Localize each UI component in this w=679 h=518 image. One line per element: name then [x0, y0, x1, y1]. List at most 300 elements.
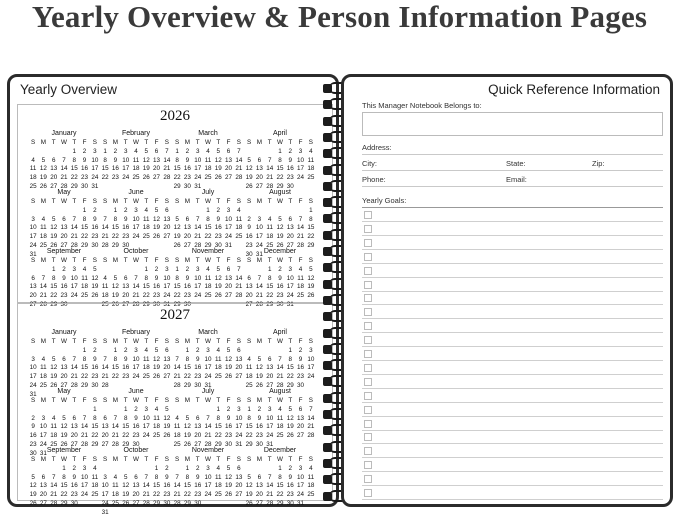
day-header: F [82, 257, 87, 264]
day-number: 22 [307, 233, 315, 241]
goal-checkbox[interactable] [364, 294, 372, 302]
day-number: 4 [93, 464, 97, 472]
day-number: 25 [142, 233, 150, 241]
day-number: 1 [113, 346, 118, 354]
day-number: 29 [266, 300, 274, 308]
day-number: 3 [298, 464, 303, 472]
day-number: 13 [122, 283, 130, 291]
empty-day [141, 465, 151, 474]
day-number: 4 [113, 473, 118, 481]
day-grid [172, 456, 244, 509]
day-number: 22 [111, 233, 119, 241]
day-number: 10 [225, 215, 233, 223]
day-number: 28 [276, 381, 284, 389]
day-number: 31 [286, 300, 294, 308]
day-number: 2 [123, 346, 128, 354]
goal-checkbox[interactable] [364, 461, 372, 469]
goal-row[interactable] [362, 430, 663, 444]
day-number: 28 [163, 174, 171, 182]
day-number: 27 [235, 373, 243, 381]
day-number: 6 [165, 346, 169, 354]
day-grid [100, 198, 172, 251]
day-number: 23 [286, 174, 294, 182]
day-number: 21 [142, 491, 150, 499]
day-number: 7 [206, 414, 210, 422]
day-number: 26 [122, 499, 130, 507]
day-number: 15 [286, 364, 294, 372]
goal-checkbox[interactable] [364, 253, 372, 261]
goal-row[interactable] [362, 250, 663, 264]
day-number: 20 [101, 432, 109, 440]
day-number: 11 [101, 283, 109, 291]
empty-day [172, 406, 182, 415]
day-header: F [154, 338, 159, 345]
goal-checkbox[interactable] [364, 364, 372, 372]
day-header: S [31, 397, 36, 404]
day-number: 29 [81, 381, 89, 389]
goal-checkbox[interactable] [364, 406, 372, 414]
goal-row[interactable] [362, 319, 663, 333]
empty-day [110, 266, 120, 275]
day-number: 9 [195, 355, 200, 363]
day-number: 15 [266, 283, 274, 291]
day-number: 17 [204, 364, 212, 372]
goal-row[interactable] [362, 486, 663, 500]
day-header: T [195, 198, 200, 205]
day-number: 5 [154, 206, 159, 214]
goal-row[interactable] [362, 222, 663, 236]
day-number: 30 [214, 241, 222, 249]
day-number: 26 [163, 432, 171, 440]
day-number: 20 [163, 224, 171, 232]
day-number: 31 [225, 241, 233, 249]
day-number: 20 [297, 423, 305, 431]
day-number: 27 [132, 499, 140, 507]
day-number: 27 [286, 241, 294, 249]
month-calendar [28, 446, 100, 509]
day-number: 19 [214, 283, 222, 291]
day-number: 24 [122, 174, 130, 182]
owner-name-field[interactable] [362, 112, 663, 136]
goal-row[interactable] [362, 264, 663, 278]
day-number: 26 [60, 440, 68, 448]
day-number: 20 [235, 482, 243, 490]
day-header: T [123, 338, 128, 345]
day-number: 22 [173, 292, 181, 300]
day-number: 15 [122, 423, 130, 431]
day-number: 18 [204, 165, 212, 173]
day-number: 15 [81, 224, 89, 232]
day-header: S [236, 139, 241, 146]
day-number: 11 [143, 355, 150, 363]
day-header: S [103, 456, 108, 463]
empty-day [193, 406, 203, 415]
day-number: 13 [163, 215, 171, 223]
day-number: 29 [142, 300, 150, 308]
day-number: 11 [153, 414, 160, 422]
day-header: M [112, 257, 119, 264]
month-name: January [51, 329, 77, 336]
day-number: 7 [103, 355, 107, 363]
day-header: M [256, 338, 263, 345]
goal-checkbox[interactable] [364, 322, 372, 330]
goal-row[interactable] [362, 333, 663, 347]
day-number: 19 [214, 165, 222, 173]
goal-checkbox[interactable] [364, 308, 372, 316]
day-number: 12 [214, 156, 222, 164]
day-header: M [184, 397, 191, 404]
day-number: 2 [195, 346, 200, 354]
day-header: S [247, 397, 252, 404]
day-number: 18 [81, 283, 89, 291]
day-number: 8 [154, 473, 159, 481]
goal-checkbox[interactable] [364, 267, 372, 275]
day-number: 5 [31, 473, 35, 481]
day-number: 28 [173, 381, 181, 389]
goal-row[interactable] [362, 278, 663, 292]
month-name: March [198, 130, 218, 137]
goal-checkbox[interactable] [364, 211, 372, 219]
day-number: 21 [255, 292, 263, 300]
goal-checkbox[interactable] [364, 239, 372, 247]
day-number: 24 [142, 432, 150, 440]
day-grid [244, 397, 316, 450]
empty-day [59, 148, 69, 157]
day-number: 21 [60, 174, 68, 182]
empty-day [265, 465, 275, 474]
day-header: W [277, 198, 283, 205]
goal-row[interactable] [362, 305, 663, 319]
day-number: 7 [298, 215, 303, 223]
day-number: 3 [31, 215, 35, 223]
state-label: State: [506, 159, 526, 168]
day-header: S [236, 456, 241, 463]
goal-checkbox[interactable] [364, 420, 372, 428]
day-header: S [175, 139, 180, 146]
day-number: 29 [173, 182, 181, 190]
day-number: 31 [297, 499, 305, 507]
day-number: 31 [39, 449, 47, 457]
day-header: T [123, 456, 128, 463]
day-header: T [267, 257, 272, 264]
day-number: 15 [276, 165, 284, 173]
day-number: 9 [278, 274, 282, 282]
day-header: S [103, 139, 108, 146]
day-number: 11 [266, 224, 273, 232]
day-number: 28 [266, 182, 274, 190]
day-number: 6 [298, 405, 303, 413]
phone-email-line[interactable] [362, 186, 663, 187]
day-number: 16 [276, 283, 284, 291]
day-header: S [164, 338, 169, 345]
day-number: 8 [123, 414, 128, 422]
day-header: S [164, 456, 169, 463]
goal-row[interactable] [362, 347, 663, 361]
day-header: T [51, 338, 56, 345]
day-number: 24 [286, 292, 294, 300]
day-number: 7 [278, 355, 282, 363]
day-header: M [112, 338, 119, 345]
goal-row[interactable] [362, 361, 663, 375]
day-grid [100, 397, 172, 450]
day-number: 10 [286, 274, 294, 282]
day-number: 22 [81, 373, 89, 381]
day-number: 22 [50, 292, 58, 300]
day-number: 21 [101, 373, 109, 381]
day-number: 27 [101, 440, 109, 448]
day-number: 23 [163, 491, 171, 499]
day-number: 18 [111, 491, 119, 499]
day-number: 16 [111, 165, 119, 173]
day-number: 18 [39, 233, 47, 241]
goal-row[interactable] [362, 236, 663, 250]
goal-checkbox[interactable] [364, 433, 372, 441]
city-label: City: [362, 159, 377, 168]
empty-day [100, 465, 110, 474]
day-header: S [31, 257, 36, 264]
day-number: 1 [93, 405, 97, 413]
month-name: September [46, 248, 82, 255]
day-number: 2 [226, 405, 231, 413]
goal-row[interactable] [362, 291, 663, 305]
day-number: 22 [101, 174, 109, 182]
day-number: 12 [276, 224, 284, 232]
day-number: 24 [163, 292, 171, 300]
city-state-zip-line[interactable] [362, 170, 663, 171]
day-number: 9 [31, 423, 35, 431]
day-number: 4 [237, 206, 241, 214]
empty-day [121, 465, 131, 474]
goal-row[interactable] [362, 375, 663, 389]
goal-checkbox[interactable] [364, 225, 372, 233]
day-number: 27 [122, 300, 130, 308]
day-number: 22 [111, 373, 119, 381]
goal-checkbox[interactable] [364, 475, 372, 483]
day-number: 17 [101, 491, 109, 499]
day-number: 2 [113, 147, 118, 155]
day-header: W [133, 338, 139, 345]
month-calendar [28, 247, 100, 310]
month-name: November [191, 447, 225, 454]
goal-checkbox[interactable] [364, 378, 372, 386]
day-number: 22 [276, 491, 284, 499]
day-header: M [184, 257, 191, 264]
day-number: 9 [165, 473, 169, 481]
day-number: 16 [255, 423, 263, 431]
day-number: 17 [194, 283, 202, 291]
day-number: 6 [257, 473, 262, 481]
goal-row[interactable] [362, 472, 663, 486]
month-calendar [100, 129, 172, 183]
day-header: T [123, 397, 128, 404]
day-number: 16 [163, 482, 171, 490]
day-number: 25 [81, 292, 89, 300]
day-number: 23 [111, 174, 119, 182]
day-number: 17 [235, 423, 243, 431]
day-header: T [123, 139, 128, 146]
day-number: 16 [132, 423, 140, 431]
day-number: 4 [144, 346, 149, 354]
day-number: 4 [154, 405, 159, 413]
day-number: 12 [50, 364, 58, 372]
goal-row[interactable] [362, 417, 663, 431]
day-number: 8 [206, 215, 210, 223]
day-number: 27 [255, 182, 263, 190]
day-number: 7 [267, 473, 272, 481]
day-number: 28 [50, 499, 58, 507]
day-number: 23 [276, 292, 284, 300]
day-number: 22 [183, 491, 191, 499]
day-number: 28 [307, 432, 315, 440]
day-number: 16 [91, 224, 99, 232]
empty-day [244, 266, 254, 275]
day-number: 8 [144, 274, 149, 282]
day-number: 9 [195, 473, 200, 481]
day-header: F [298, 397, 303, 404]
day-number: 28 [142, 499, 150, 507]
empty-day [59, 406, 69, 415]
day-number: 19 [286, 423, 294, 431]
empty-day [254, 148, 264, 157]
day-number: 19 [276, 233, 284, 241]
day-number: 20 [153, 165, 161, 173]
day-number: 11 [143, 215, 150, 223]
day-header: S [308, 257, 313, 264]
day-number: 3 [267, 405, 272, 413]
day-number: 24 [235, 432, 243, 440]
day-number: 10 [132, 215, 140, 223]
day-header: S [247, 338, 252, 345]
day-header: S [164, 257, 169, 264]
day-number: 16 [194, 482, 202, 490]
day-number: 3 [309, 346, 313, 354]
day-number: 27 [225, 292, 233, 300]
day-header: F [226, 397, 231, 404]
day-header: M [184, 139, 191, 146]
day-header: S [236, 198, 241, 205]
month-name: November [191, 248, 225, 255]
empty-day [49, 406, 59, 415]
day-number: 18 [214, 482, 222, 490]
day-number: 9 [288, 473, 293, 481]
goal-row[interactable] [362, 208, 663, 222]
day-number: 9 [93, 215, 97, 223]
day-number: 23 [60, 292, 68, 300]
goal-row[interactable] [362, 444, 663, 458]
address-line[interactable] [362, 154, 663, 155]
day-number: 5 [51, 215, 56, 223]
day-number: 23 [29, 440, 37, 448]
day-number: 20 [266, 373, 274, 381]
goal-checkbox[interactable] [364, 489, 372, 497]
month-calendar [244, 247, 316, 310]
day-header: T [288, 397, 293, 404]
goal-row[interactable] [362, 389, 663, 403]
day-header: T [51, 198, 56, 205]
month-calendar [244, 129, 316, 192]
day-number: 12 [286, 414, 294, 422]
day-header: S [236, 338, 241, 345]
day-header: T [216, 338, 221, 345]
day-number: 2 [185, 265, 190, 273]
day-header: M [256, 456, 263, 463]
day-number: 26 [173, 241, 181, 249]
day-number: 29 [204, 241, 212, 249]
day-number: 1 [278, 464, 282, 472]
day-number: 21 [194, 233, 202, 241]
day-number: 4 [206, 265, 210, 273]
day-number: 5 [113, 274, 118, 282]
day-number: 4 [41, 355, 46, 363]
day-header: M [40, 198, 47, 205]
day-number: 7 [62, 156, 66, 164]
day-number: 14 [70, 364, 78, 372]
day-number: 11 [245, 364, 253, 372]
empty-day [182, 406, 192, 415]
day-header: W [133, 139, 139, 146]
day-number: 29 [60, 499, 68, 507]
empty-day [131, 266, 141, 275]
goal-row[interactable] [362, 403, 663, 417]
day-number: 1 [288, 346, 293, 354]
day-number: 24 [194, 292, 202, 300]
day-number: 26 [255, 381, 263, 389]
day-number: 24 [132, 373, 140, 381]
day-number: 7 [72, 215, 77, 223]
day-number: 16 [153, 283, 161, 291]
day-number: 22 [286, 373, 294, 381]
day-number: 4 [267, 215, 272, 223]
empty-day [275, 207, 285, 216]
day-header: W [133, 456, 139, 463]
day-header: S [308, 397, 313, 404]
empty-day [244, 347, 254, 356]
day-number: 25 [39, 381, 47, 389]
day-header: S [236, 257, 241, 264]
day-number: 8 [72, 156, 77, 164]
goal-checkbox[interactable] [364, 447, 372, 455]
day-number: 3 [206, 346, 210, 354]
empty-day [38, 406, 48, 415]
day-number: 5 [216, 265, 221, 273]
goal-checkbox[interactable] [364, 336, 372, 344]
goal-checkbox[interactable] [364, 281, 372, 289]
day-number: 12 [255, 364, 263, 372]
day-number: 14 [255, 283, 263, 291]
day-number: 30 [245, 250, 253, 258]
goal-row[interactable] [362, 458, 663, 472]
day-number: 16 [81, 165, 89, 173]
day-header: F [298, 456, 303, 463]
empty-day [172, 465, 182, 474]
day-number: 9 [82, 156, 87, 164]
day-number: 26 [225, 373, 233, 381]
day-number: 14 [266, 482, 274, 490]
day-number: 5 [93, 265, 97, 273]
goal-checkbox[interactable] [364, 392, 372, 400]
goal-checkbox[interactable] [364, 350, 372, 358]
day-header: W [61, 198, 67, 205]
empty-day [49, 465, 59, 474]
day-number: 6 [185, 215, 190, 223]
day-number: 3 [103, 473, 107, 481]
day-number: 22 [276, 174, 284, 182]
day-number: 28 [132, 300, 140, 308]
day-number: 15 [173, 283, 181, 291]
day-header: S [175, 198, 180, 205]
day-header: T [51, 139, 56, 146]
day-number: 15 [60, 482, 68, 490]
